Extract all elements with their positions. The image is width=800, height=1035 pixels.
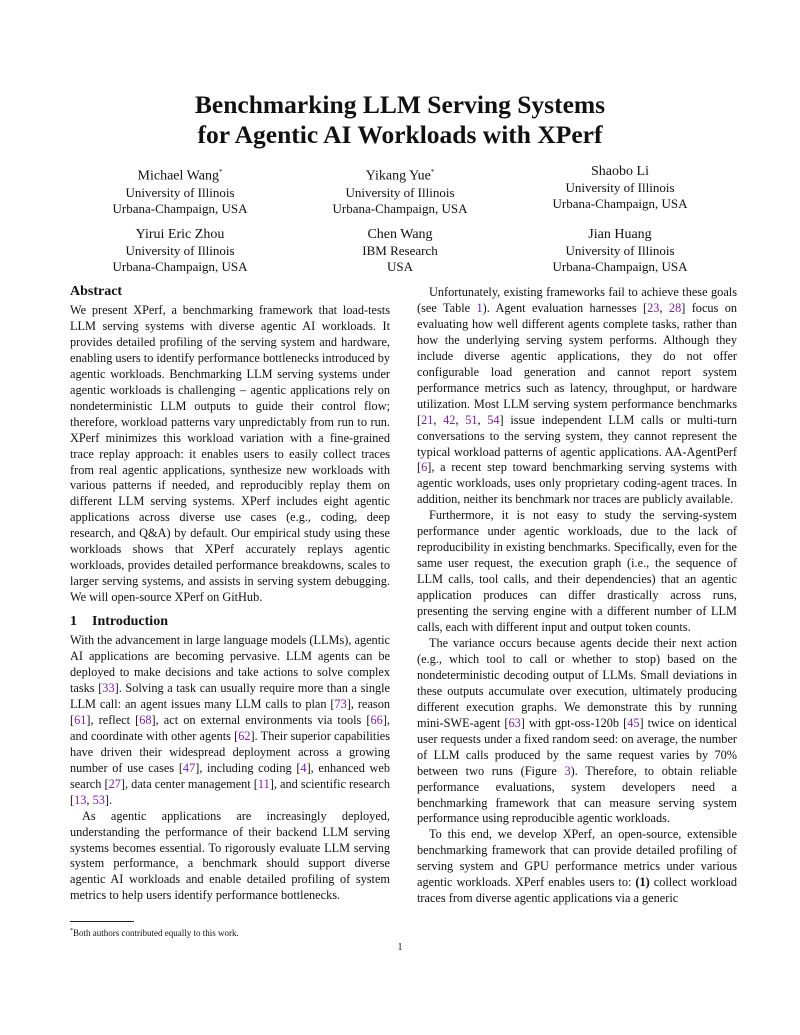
author-location: Urbana-Champaign, USA (112, 200, 248, 216)
title-line-1: Benchmarking LLM Serving Systems (194, 90, 606, 119)
author-affiliation: University of Illinois (565, 242, 675, 258)
author-location: Urbana-Champaign, USA (112, 258, 248, 274)
body-paragraph-4 (417, 827, 737, 907)
text: ]. (104, 792, 113, 807)
text: ], data center management [ (120, 776, 258, 791)
citation-link[interactable]: 6 (421, 460, 428, 475)
text: ], reflect [ (86, 712, 140, 727)
text: ], and coordinate with other agents [ (70, 712, 390, 743)
author-1 (70, 164, 290, 217)
author-affiliation: University of Illinois (345, 184, 455, 200)
citation-link[interactable]: 66 (370, 712, 383, 727)
author-name: Michael Wang (137, 168, 219, 184)
table-reference-link[interactable]: 1 (476, 300, 483, 315)
citation-link[interactable]: 42 (443, 412, 456, 427)
title-line-2: for Agentic AI Workloads with XPerf (197, 120, 603, 149)
right-column (417, 285, 737, 907)
text: ] focus on evaluating how well different agents complete tasks, rather than how the underlying serving system performs. Although they include diverse agentic applications, they do not offer configurable load generation and cannot report system performance metrics such as latency, throughput, or hardware utilization. Most LLM serving system performance benchmarks [ (417, 300, 738, 427)
citation-link[interactable]: 73 (334, 696, 347, 711)
text: ). Agent evaluation harnesses [ (482, 300, 648, 315)
text: , (659, 300, 669, 315)
citation-link[interactable]: 51 (465, 412, 478, 427)
author-6 (510, 227, 730, 275)
text: , (455, 412, 466, 427)
author-name: Jian Huang (588, 226, 652, 242)
author-location: Urbana-Champaign, USA (552, 258, 688, 274)
body-paragraph-2: Furthermore, it is not easy to study the serving-system performance under agentic workloads, due to the lack of reproducibility in existing benchmarks. Specifically, even for the same user request, the execution graph (i.e., the sequence of LLM calls, tool calls, and their dependencies) that an agentic application produces can differ drastically across runs, presenting the serving engine with a different number of LLM calls, each with different input and output token counts. (417, 508, 737, 635)
paper-title (0, 90, 800, 150)
citation-link[interactable]: 47 (182, 760, 196, 775)
equal-contribution-mark: * (218, 168, 223, 176)
text: ], act on external environments via tools [ (151, 712, 371, 727)
citation-link[interactable]: 27 (108, 776, 121, 791)
body-paragraph-3 (417, 636, 737, 827)
citation-link[interactable]: 62 (238, 728, 251, 743)
citation-link[interactable]: 28 (668, 300, 682, 315)
body-paragraph-1 (417, 285, 737, 508)
author-block (70, 164, 730, 275)
author-name: Yikang Yue (365, 168, 431, 184)
text: Unfortunately, existing frameworks fail to achieve these goals (see Table (417, 285, 737, 315)
citation-link[interactable]: 45 (627, 715, 640, 730)
text: ] twice on identical user requests under a fixed random seed: on average, the number of LLM calls produced by the same request varies by 70% between two runs (Figure (417, 715, 737, 778)
footnote (70, 925, 239, 939)
author-name: Yirui Eric Zhou (135, 226, 225, 242)
section-number: 1 (70, 614, 77, 630)
author-location: Urbana-Champaign, USA (552, 196, 688, 211)
citation-link[interactable]: 63 (508, 715, 521, 730)
section-title: Introduction (92, 614, 168, 630)
author-5 (290, 227, 510, 275)
abstract-text: We present XPerf, a benchmarking framework that load-tests LLM serving systems with diverse agentic AI workloads. It provides detailed profiling of the serving system and hardware, enabling users to identify performance bottlenecks introduced by agentic workloads. Benchmarking LLM serving systems under agentic workloads is challenging – agentic applications rely on nondeterministic LLM outputs to guide their control flow; therefore, workload patterns vary unpredictably from run to run. XPerf minimizes this workload variation with a fine-grained trace replay approach: it enables users to easily collect traces from real agentic applications, synthesize new workloads with various patterns if needed, and reproducibly replay them on different LLM serving systems. XPerf includes eight agentic applications across diverse use cases (e.g., coding, deep research, and Q&A) by default. Our empirical study using these workloads shows that XPerf accurately replays agentic workloads, provides detailed performance breakdowns, scales to larger serving systems, and assists in serving system debugging. We will open-source XPerf on GitHub. (70, 303, 390, 605)
author-3 (510, 164, 730, 217)
author-affiliation: University of Illinois (125, 242, 235, 258)
text: ]. Their superior capabilities have driven their widespread deployment across a growing number of use cases [ (70, 728, 390, 775)
footnote-mark: * (70, 928, 73, 934)
citation-link[interactable]: 11 (257, 776, 270, 791)
figure-reference-link[interactable]: 3 (564, 763, 571, 778)
citation-link[interactable]: 68 (139, 712, 152, 727)
text: ], enhanced web search [ (70, 760, 390, 791)
text: To this end, we develop XPerf, an open-source, extensible benchmarking framework that can provide detailed profiling of serving system and GPU performance metrics under various agentic workloads. XPerf enables users to: (417, 827, 737, 890)
author-affiliation: University of Illinois (565, 180, 675, 195)
text: collect workload traces from diverse agentic applications via a generic (417, 875, 737, 906)
text: ]. Solving a task can usually require more than a single LLM call: an agent issues many LLM calls to plan [ (70, 680, 390, 711)
intro-paragraph-2: As agentic applications are increasingly deployed, understanding the performance of their backend LLM serving systems becomes essential. To rigorously evaluate LLM serving system performance, a benchmark should support diverse agentic AI workloads and enable detailed profiling of system metrics to help users identify performance bottlenecks. (70, 808, 390, 903)
bold-enumerator: (1) (635, 875, 650, 890)
footnote-rule (70, 921, 134, 922)
author-affiliation: IBM Research (362, 242, 438, 258)
text: , (433, 412, 444, 427)
left-column (70, 282, 390, 904)
citation-link[interactable]: 21 (421, 412, 434, 427)
author-name: Shaobo Li (591, 164, 649, 179)
text: ], reason [ (70, 696, 391, 727)
section-heading-introduction (70, 612, 390, 632)
author-location: USA (386, 258, 413, 274)
author-name: Chen Wang (367, 226, 433, 242)
author-location: Urbana-Champaign, USA (332, 200, 468, 216)
text: The variance occurs because agents decide their next action (e.g., which tool to call or whether to stop) based on the nondeterministic decoding output of LLMs. Small deviations in these outputs accumulate over execution, ultimately producing different execution graphs. We demonstrate this by running mini-SWE-agent [ (417, 635, 737, 730)
citation-link[interactable]: 13 (74, 792, 87, 807)
citation-link[interactable]: 23 (647, 300, 660, 315)
text: , (86, 792, 93, 807)
text: ] issue independent LLM calls or multi-turn conversations to the serving system, they cannot represent the typical workload patterns of agentic applications. AA-AgentPerf [ (417, 412, 737, 475)
text: , (477, 412, 488, 427)
author-4 (70, 227, 290, 275)
intro-paragraph-1 (70, 633, 390, 808)
equal-contribution-mark: * (430, 168, 435, 176)
citation-link[interactable]: 33 (102, 680, 115, 695)
footnote-text: Both authors contributed equally to this work. (73, 928, 239, 938)
author-affiliation: University of Illinois (125, 184, 235, 200)
text: ], including coding [ (195, 760, 301, 775)
text: ], and scientific research [ (70, 776, 391, 807)
text: With the advancement in large language models (LLMs), agentic AI applications are becoming pervasive. LLM agents can be deployed to make decisions and take actions to solve complex tasks [ (70, 633, 390, 695)
text: ], a recent step toward benchmarking serving systems with agentic workloads, uses only proprietary coding-agent traces. In addition, neither its benchmark nor traces are publicly available. (417, 460, 737, 507)
citation-link[interactable]: 54 (487, 412, 500, 427)
text: ). Therefore, to obtain reliable performance evaluations, system developers need a benchmarking framework that can measure serving system performance using reproducible agentic workloads. (417, 763, 738, 826)
abstract-heading: Abstract (70, 284, 123, 299)
text: ] with gpt-oss-120b [ (520, 715, 628, 730)
page-number: 1 (397, 942, 403, 953)
author-2 (290, 164, 510, 217)
citation-link[interactable]: 61 (74, 712, 87, 727)
citation-link[interactable]: 4 (300, 760, 307, 775)
citation-link[interactable]: 53 (92, 792, 105, 807)
